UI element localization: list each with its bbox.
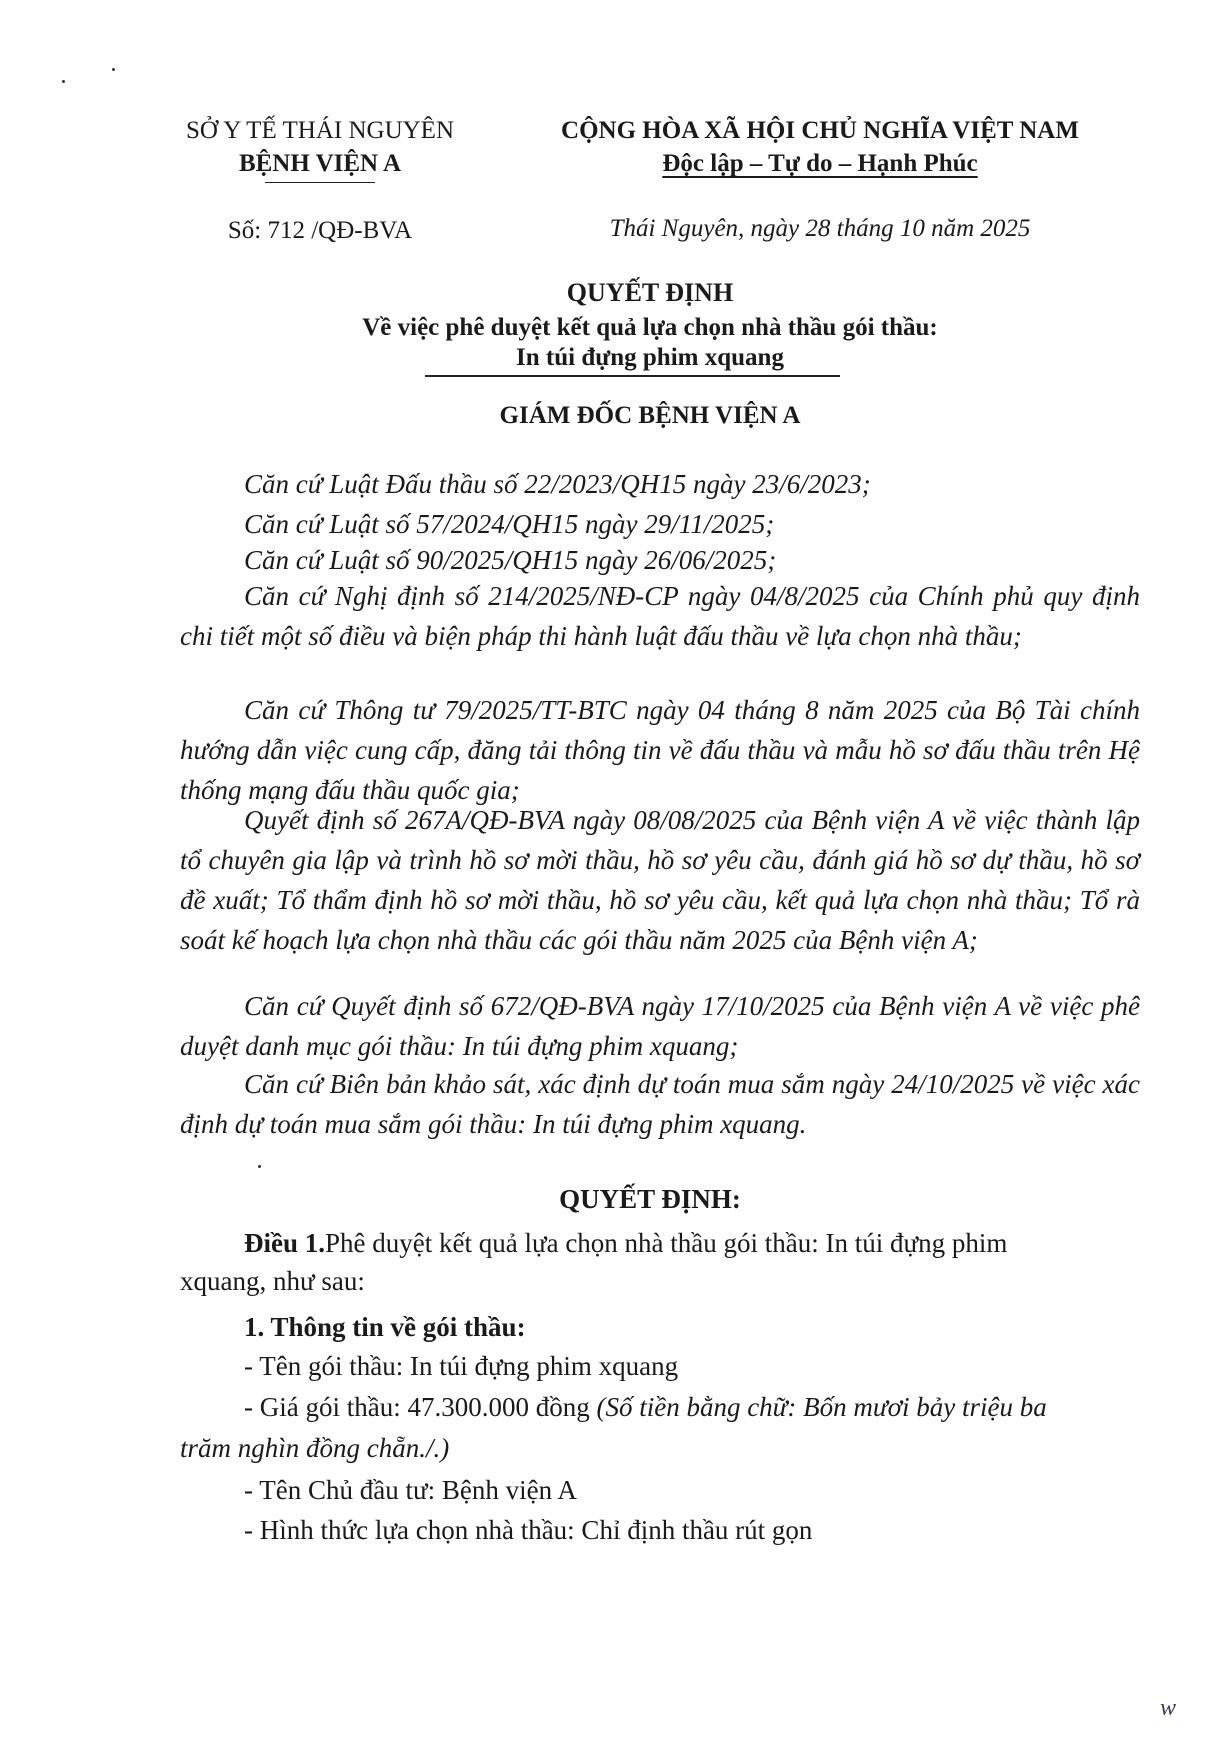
article-1-label: Điều 1.: [244, 1228, 325, 1258]
issue-date: Thái Nguyên, ngày 28 tháng 10 năm 2025: [609, 215, 1031, 242]
authority-title: GIÁM ĐỐC BỆNH VIỆN A: [499, 402, 801, 429]
scan-speck: [112, 68, 115, 71]
scan-speck: [258, 1165, 261, 1168]
legal-basis: Quyết định số 267A/QĐ-BVA ngày 08/08/2025 của Bệnh viện A về việc thành lập tổ chuyên gia lập và trình hồ sơ mời thầu, hồ sơ yêu cầu, đánh giá hồ sơ dự thầu, hồ sơ đề xuất; Tổ thẩm định hồ sơ mời thầu, hồ sơ yêu cầu, kết quả lựa chọn nhà thầu; Tổ rà soát kế hoạch lựa chọn nhà thầu các gói thầu năm 2025 của Bệnh viện A;: [180, 805, 1140, 955]
hospital-name: BỆNH VIỆN A: [238, 150, 402, 177]
legal-basis: Căn cứ Biên bản khảo sát, xác định dự toán mua sắm ngày 24/10/2025 về việc xác định dự toán mua sắm gói thầu: In túi đựng phim xquang.: [180, 1069, 1140, 1139]
decision-heading: QUYẾT ĐỊNH:: [559, 1184, 741, 1214]
selection-method: - Hình thức lựa chọn nhà thầu: Chỉ định thầu rút gọn: [244, 1515, 813, 1545]
decision-subject: Về việc phê duyệt kết quả lựa chọn nhà thầu gói thầu:: [362, 314, 938, 341]
section-package-info: 1. Thông tin về gói thầu:: [244, 1312, 526, 1342]
article-1-continued: xquang, như sau:: [180, 1266, 365, 1296]
legal-basis: Căn cứ Thông tư 79/2025/TT-BTC ngày 04 tháng 8 năm 2025 của Bộ Tài chính hướng dẫn việc cung cấp, đăng tải thông tin về đấu thầu và mẫu hồ sơ đấu thầu trên Hệ thống mạng đấu thầu quốc gia;: [180, 695, 1140, 805]
price-in-words: (Số tiền bằng chữ: Bốn mươi bảy triệu ba: [596, 1392, 1047, 1422]
legal-basis: Căn cứ Luật số 57/2024/QH15 ngày 29/11/2025;: [244, 509, 775, 539]
legal-basis: Căn cứ Nghị định số 214/2025/NĐ-CP ngày 04/8/2025 của Chính phủ quy định chi tiết một số điều và biện pháp thi hành luật đấu thầu về lựa chọn nhà thầu;: [180, 581, 1140, 651]
scan-speck: [62, 80, 65, 83]
agency-name: SỞ Y TẾ THÁI NGUYÊN: [185, 117, 455, 144]
national-motto: [520, 150, 1120, 178]
package-title: In túi đựng phim xquang: [516, 344, 784, 371]
legal-basis: Căn cứ Quyết định số 672/QĐ-BVA ngày 17/10/2025 của Bệnh viện A về việc phê duyệt danh mục gói thầu: In túi đựng phim xquang;: [180, 991, 1140, 1061]
legal-basis: Căn cứ Luật số 90/2025/QH15 ngày 26/06/2025;: [244, 545, 777, 575]
country-name: CỘNG HÒA XÃ HỘI CHỦ NGHĨA VIỆT NAM: [561, 117, 1079, 144]
price-in-words-continued: trăm nghìn đồng chẵn./.): [180, 1433, 450, 1463]
decision-title: QUYẾT ĐỊNH: [566, 278, 734, 307]
package-name: - Tên gói thầu: In túi đựng phim xquang: [244, 1351, 679, 1381]
title-underline: [425, 375, 840, 377]
article-1-text: Phê duyệt kết quả lựa chọn nhà thầu gói thầu: In túi đựng phim: [325, 1228, 1008, 1258]
investor-name: - Tên Chủ đầu tư: Bệnh viện A: [244, 1475, 577, 1505]
article-1: [244, 1223, 1007, 1263]
package-price: [244, 1387, 1047, 1427]
motto-text: Độc lập – Tự do – Hạnh Phúc: [662, 150, 978, 177]
document-number: Số: 712 /QĐ-BVA: [227, 217, 413, 244]
legal-basis: Căn cứ Luật Đấu thầu số 22/2023/QH15 ngày 23/6/2023;: [244, 469, 871, 499]
hospital-underline: [265, 182, 375, 183]
handwritten-initials: w: [1160, 1695, 1177, 1721]
price-value: - Giá gói thầu: 47.300.000 đồng: [244, 1392, 597, 1422]
